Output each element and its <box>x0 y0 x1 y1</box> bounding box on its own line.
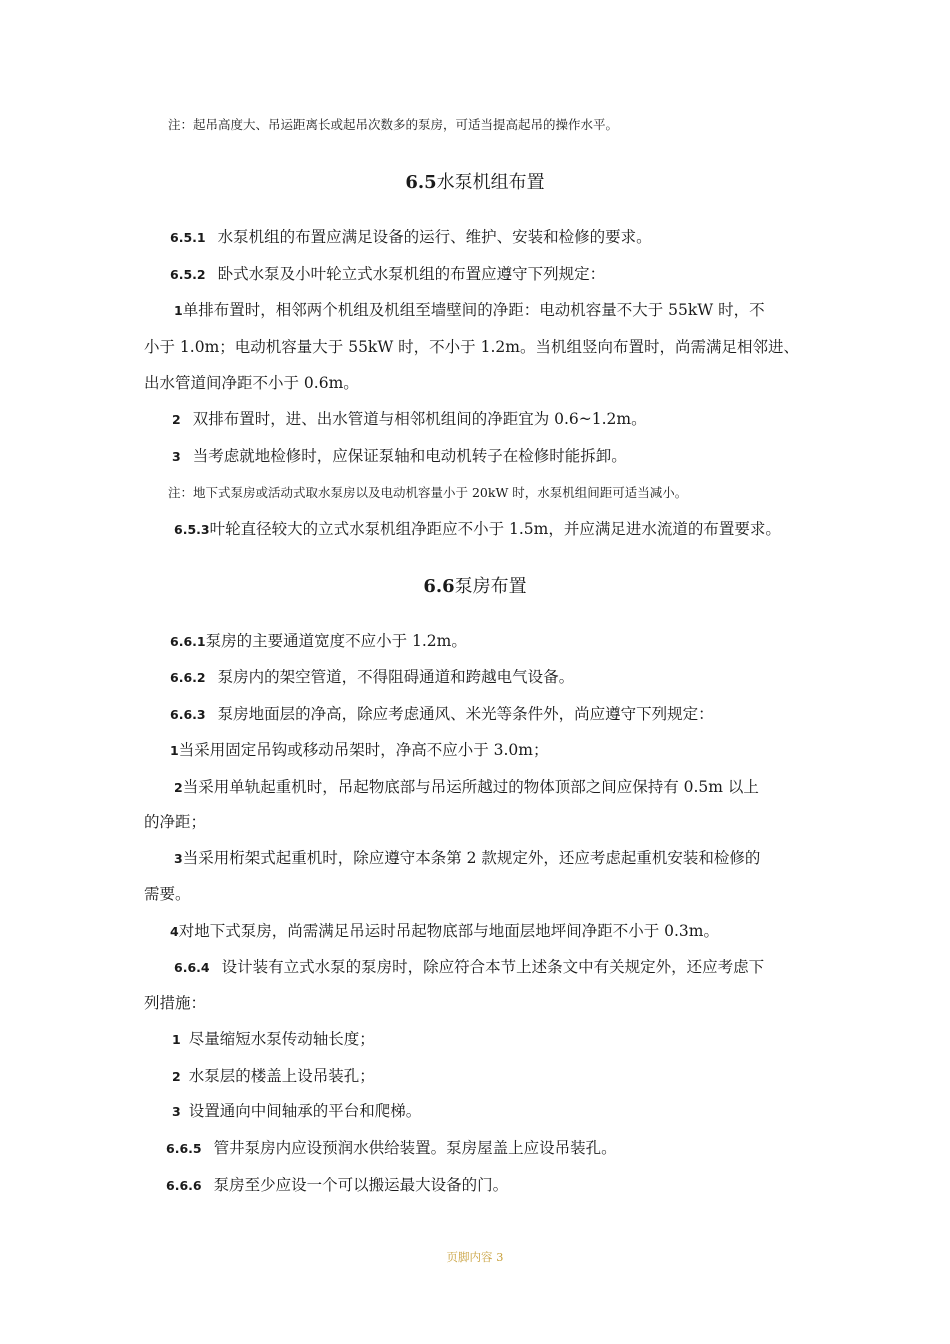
item-6-6-3-2-line2: 的净距； <box>144 813 207 831</box>
clause-text: 泵房地面层的净高，除应考虑通风、米光等条件外，尚应遵守下列规定： <box>217 705 714 723</box>
clause-text: 泵房至少应设一个可以搬运最大设备的门。 <box>213 1176 509 1194</box>
item-text: 双排布置时，进、出水管道与相邻机组间的净距宜为 0.6~1.2m。 <box>192 410 647 428</box>
clause-number: 6.5.3 <box>174 522 210 537</box>
clause-6-6-6 <box>166 1174 846 1197</box>
item-6-5-2-1-line3: 出水管道间净距不小于 0.6m。 <box>144 374 359 392</box>
item-6-5-2-1-line1 <box>174 299 854 322</box>
note-spacing: 注：地下式泵房或活动式取水泵房以及电动机容量小于 20kW 时，水泵机组间距可适当减小。 <box>168 485 688 500</box>
clause-6-6-4-line2: 列措施： <box>144 994 207 1012</box>
section-heading-6-5 <box>0 170 950 196</box>
item-6-5-2-2 <box>172 408 852 431</box>
item-text: 水泵层的楼盖上设吊装孔； <box>188 1067 375 1085</box>
clause-text: 泵房的主要通道宽度不应小于 1.2m。 <box>205 632 467 650</box>
item-6-5-2-1-line2: 小于 1.0m；电动机容量大于 55kW 时，不小于 1.2m。当机组竖向布置时，尚需满足相邻进、 <box>144 338 799 356</box>
clause-text: 管井泵房内应设预润水供给装置。泵房屋盖上应设吊装孔。 <box>213 1139 617 1157</box>
page-footer: 页脚内容 3 <box>446 1250 504 1264</box>
clause-6-6-1 <box>170 630 850 653</box>
item-number: 3 <box>172 449 181 464</box>
item-6-6-4-1 <box>172 1028 852 1051</box>
item-6-6-3-3-line2: 需要。 <box>144 885 191 903</box>
clause-number: 6.6.6 <box>166 1178 202 1193</box>
item-number: 1 <box>172 1032 181 1047</box>
clause-number: 6.6.4 <box>174 960 210 975</box>
item-6-6-4-3 <box>172 1100 852 1123</box>
clause-6-5-2 <box>170 263 850 286</box>
clause-number: 6.5.2 <box>170 267 206 282</box>
clause-6-6-3 <box>170 703 850 726</box>
item-number: 2 <box>174 780 183 795</box>
clause-number: 6.6.1 <box>170 634 206 649</box>
item-text: 当采用单轨起重机时，吊起物底部与吊运所越过的物体顶部之间应保持有 0.5m 以上 <box>182 778 759 796</box>
section-heading-6-6 <box>0 574 950 600</box>
section-number: 6.5 <box>405 172 437 193</box>
clause-6-6-4-line1 <box>174 956 854 979</box>
item-number: 2 <box>172 1069 181 1084</box>
item-number: 1 <box>170 743 179 758</box>
section-number: 6.6 <box>423 576 455 597</box>
item-text: 当采用固定吊钩或移动吊架时，净高不应小于 3.0m； <box>178 741 549 759</box>
item-number: 3 <box>172 1104 181 1119</box>
item-number: 1 <box>174 303 183 318</box>
item-6-6-4-2 <box>172 1065 852 1088</box>
item-text: 当考虑就地检修时，应保证泵轴和电动机转子在检修时能拆卸。 <box>192 447 627 465</box>
note-lifting: 注：起吊高度大、吊运距离长或起吊次数多的泵房，可适当提高起吊的操作水平。 <box>168 117 619 132</box>
clause-text: 设计装有立式水泵的泵房时，除应符合本节上述条文中有关规定外，还应考虑下 <box>221 958 765 976</box>
item-text: 当采用桁架式起重机时，除应遵守本条第 2 款规定外，还应考虑起重机安装和检修的 <box>182 849 761 867</box>
clause-6-5-1 <box>170 226 850 249</box>
clause-number: 6.5.1 <box>170 230 206 245</box>
item-6-6-3-2-line1 <box>174 776 854 799</box>
clause-text: 泵房内的架空管道，不得阻碍通道和跨越电气设备。 <box>217 668 575 686</box>
item-text: 设置通向中间轴承的平台和爬梯。 <box>188 1102 422 1120</box>
clause-6-5-3 <box>174 518 854 541</box>
section-title: 泵房布置 <box>454 576 527 597</box>
item-6-5-2-3 <box>172 445 852 468</box>
item-text: 尽量缩短水泵传动轴长度； <box>188 1030 375 1048</box>
clause-number: 6.6.2 <box>170 670 206 685</box>
clause-text: 叶轮直径较大的立式水泵机组净距应不小于 1.5m，并应满足进水流道的布置要求。 <box>209 520 781 538</box>
clause-number: 6.6.5 <box>166 1141 202 1156</box>
item-text: 单排布置时，相邻两个机组及机组至墙壁间的净距：电动机容量不大于 55kW 时，不 <box>182 301 765 319</box>
clause-6-6-2 <box>170 666 850 689</box>
item-number: 2 <box>172 412 181 427</box>
item-text: 对地下式泵房，尚需满足吊运时吊起物底部与地面层地坪间净距不小于 0.3m。 <box>178 922 719 940</box>
item-6-6-3-1 <box>170 739 850 762</box>
clause-text: 卧式水泵及小叶轮立式水泵机组的布置应遵守下列规定： <box>217 265 606 283</box>
item-number: 3 <box>174 851 183 866</box>
item-6-6-3-3-line1 <box>174 847 854 870</box>
clause-6-6-5 <box>166 1137 846 1160</box>
clause-text: 水泵机组的布置应满足设备的运行、维护、安装和检修的要求。 <box>217 228 652 246</box>
section-title: 水泵机组布置 <box>436 172 545 193</box>
item-number: 4 <box>170 924 179 939</box>
clause-number: 6.6.3 <box>170 707 206 722</box>
item-6-6-3-4 <box>170 920 850 943</box>
